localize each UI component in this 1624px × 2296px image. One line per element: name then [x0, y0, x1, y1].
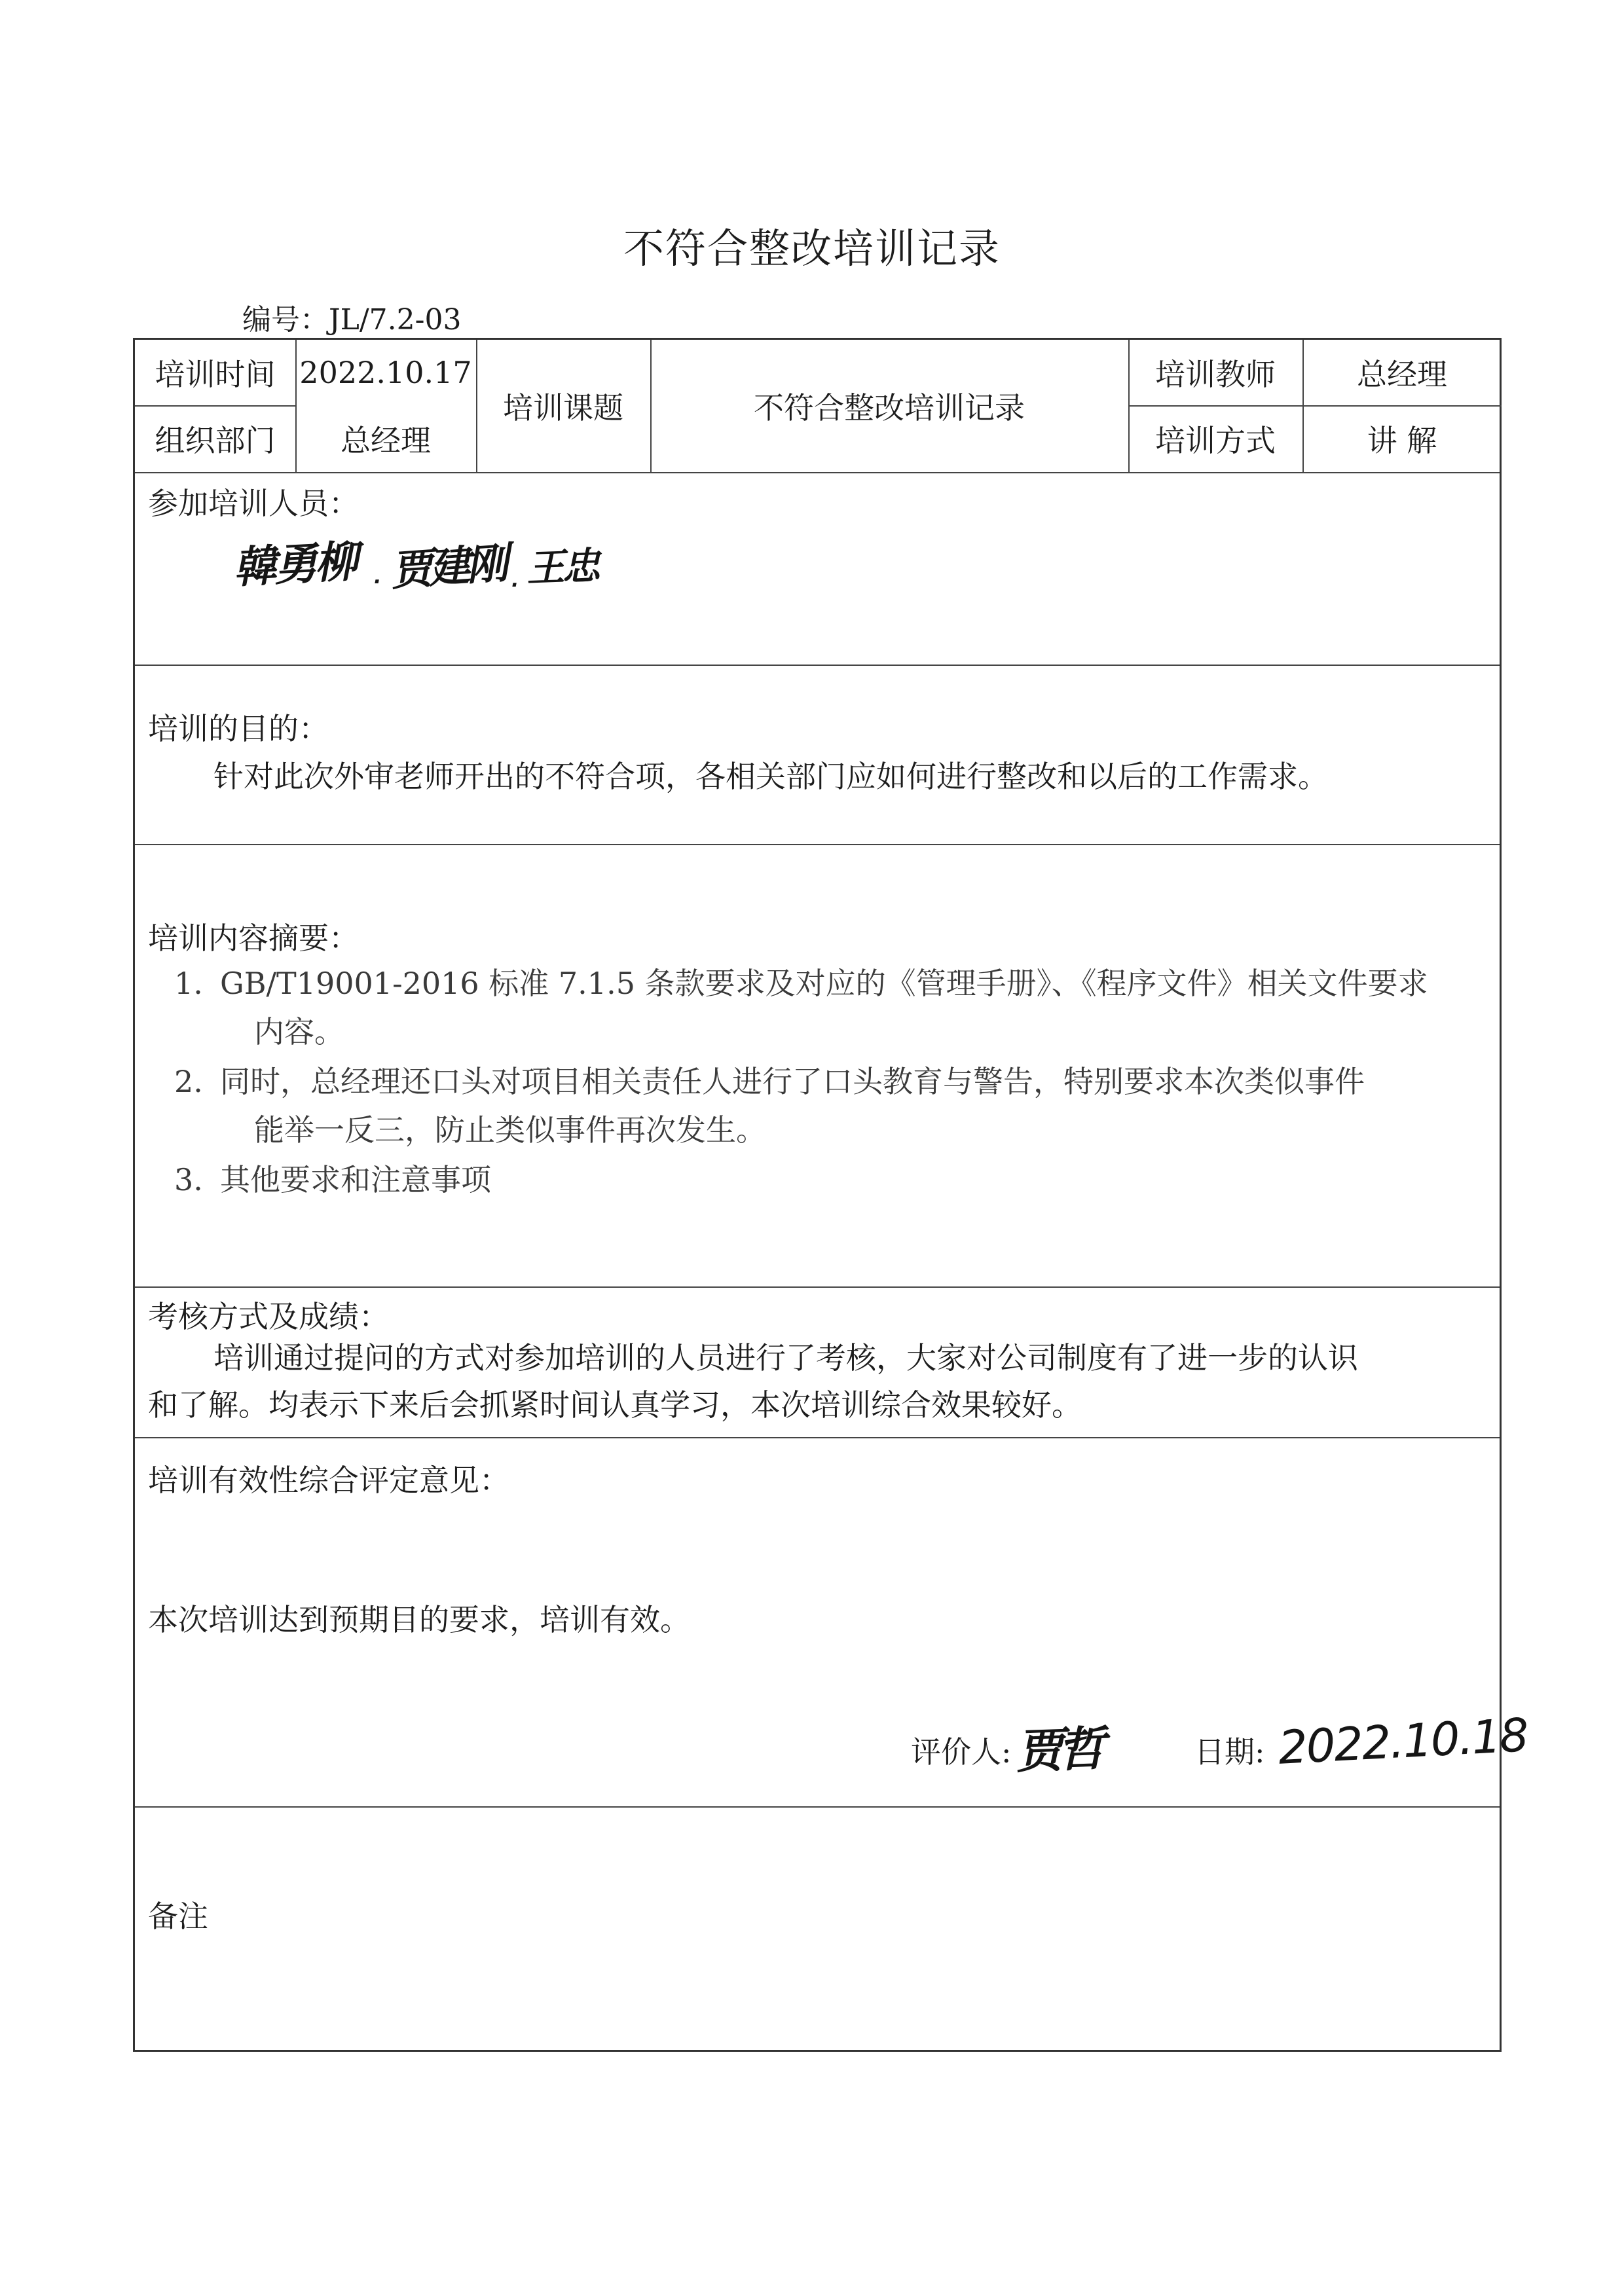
assessment-label: 考核方式及成绩：: [148, 1299, 389, 1334]
trainer-label: 培训教师: [1155, 357, 1276, 392]
training-topic-label: 培训课题: [503, 390, 623, 426]
department-value: 总经理: [341, 423, 431, 458]
row-divider-3: [135, 844, 1500, 845]
list-item-continuation: 能举一反三，防止类似事件再次发生。: [254, 1112, 766, 1148]
row-divider-2: [135, 665, 1500, 666]
evaluator-label: 评价人:: [911, 1734, 1012, 1770]
row-divider-1: [135, 472, 1500, 473]
content-summary-label: 培训内容摘要：: [148, 920, 359, 956]
signature-dot: .: [374, 566, 382, 589]
list-item-number: 1.: [174, 966, 203, 1001]
evaluation-date: 2022.10.18: [1277, 1708, 1529, 1775]
date-label: 日期:: [1194, 1734, 1265, 1770]
training-topic-value: 不符合整改培训记录: [754, 390, 1025, 426]
list-item: [174, 1156, 1477, 1204]
list-item-text: 同时，总经理还口头对项目相关责任人进行了口头教育与警告，特别要求本次类似事件: [220, 1064, 1365, 1099]
document-code: 编号：JL/7.2-03: [242, 303, 462, 337]
list-item: [174, 1057, 1477, 1154]
evaluation-text: 本次培训达到预期目的要求，培训有效。: [148, 1602, 690, 1637]
list-item-number: 2.: [174, 1064, 203, 1099]
row-divider-6: [135, 1806, 1500, 1808]
list-item-text: 其他要求和注意事项: [220, 1162, 491, 1197]
row-divider-4: [135, 1286, 1500, 1288]
assessment-text-line2: 和了解。均表示下来后会抓紧时间认真学习，本次培训综合效果较好。: [148, 1387, 1082, 1423]
remarks-label: 备注: [148, 1899, 208, 1934]
participant-signature-2: 贾建刚: [389, 539, 506, 596]
purpose-label: 培训的目的：: [148, 711, 329, 746]
evaluation-label: 培训有效性综合评定意见：: [148, 1463, 509, 1498]
list-item: [174, 959, 1477, 1056]
evaluator-signature: 贾哲: [1014, 1721, 1101, 1779]
training-time-value: 2022.10.17: [299, 355, 472, 390]
training-method-label: 培训方式: [1155, 423, 1276, 458]
assessment-text-line1: 培训通过提问的方式对参加培训的人员进行了考核，大家对公司制度有了进一步的认识: [213, 1340, 1358, 1376]
trainer-value: 总经理: [1357, 357, 1447, 392]
participants-label: 参加培训人员：: [148, 486, 359, 521]
list-item-text: GB/T19001-2016 标准 7.1.5 条款要求及对应的《管理手册》、《程序文件》相关文件要求: [220, 966, 1428, 1001]
list-item-number: 3.: [174, 1162, 203, 1197]
page-title: 不符合整改培训记录: [623, 225, 1001, 272]
training-method-value: 讲 解: [1367, 423, 1437, 458]
purpose-text: 针对此次外审老师开出的不符合项，各相关部门应如何进行整改和以后的工作需求。: [213, 759, 1328, 794]
training-record-form: [133, 338, 1529, 2052]
list-item-continuation: 内容。: [254, 1014, 344, 1049]
participant-signature-3: 王忠: [526, 543, 599, 591]
signature-dot: .: [511, 569, 519, 592]
department-label: 组织部门: [155, 423, 276, 458]
participant-signature-1: 韓勇柳: [232, 536, 357, 593]
row-divider-5: [135, 1437, 1500, 1438]
training-time-label: 培训时间: [155, 357, 276, 392]
